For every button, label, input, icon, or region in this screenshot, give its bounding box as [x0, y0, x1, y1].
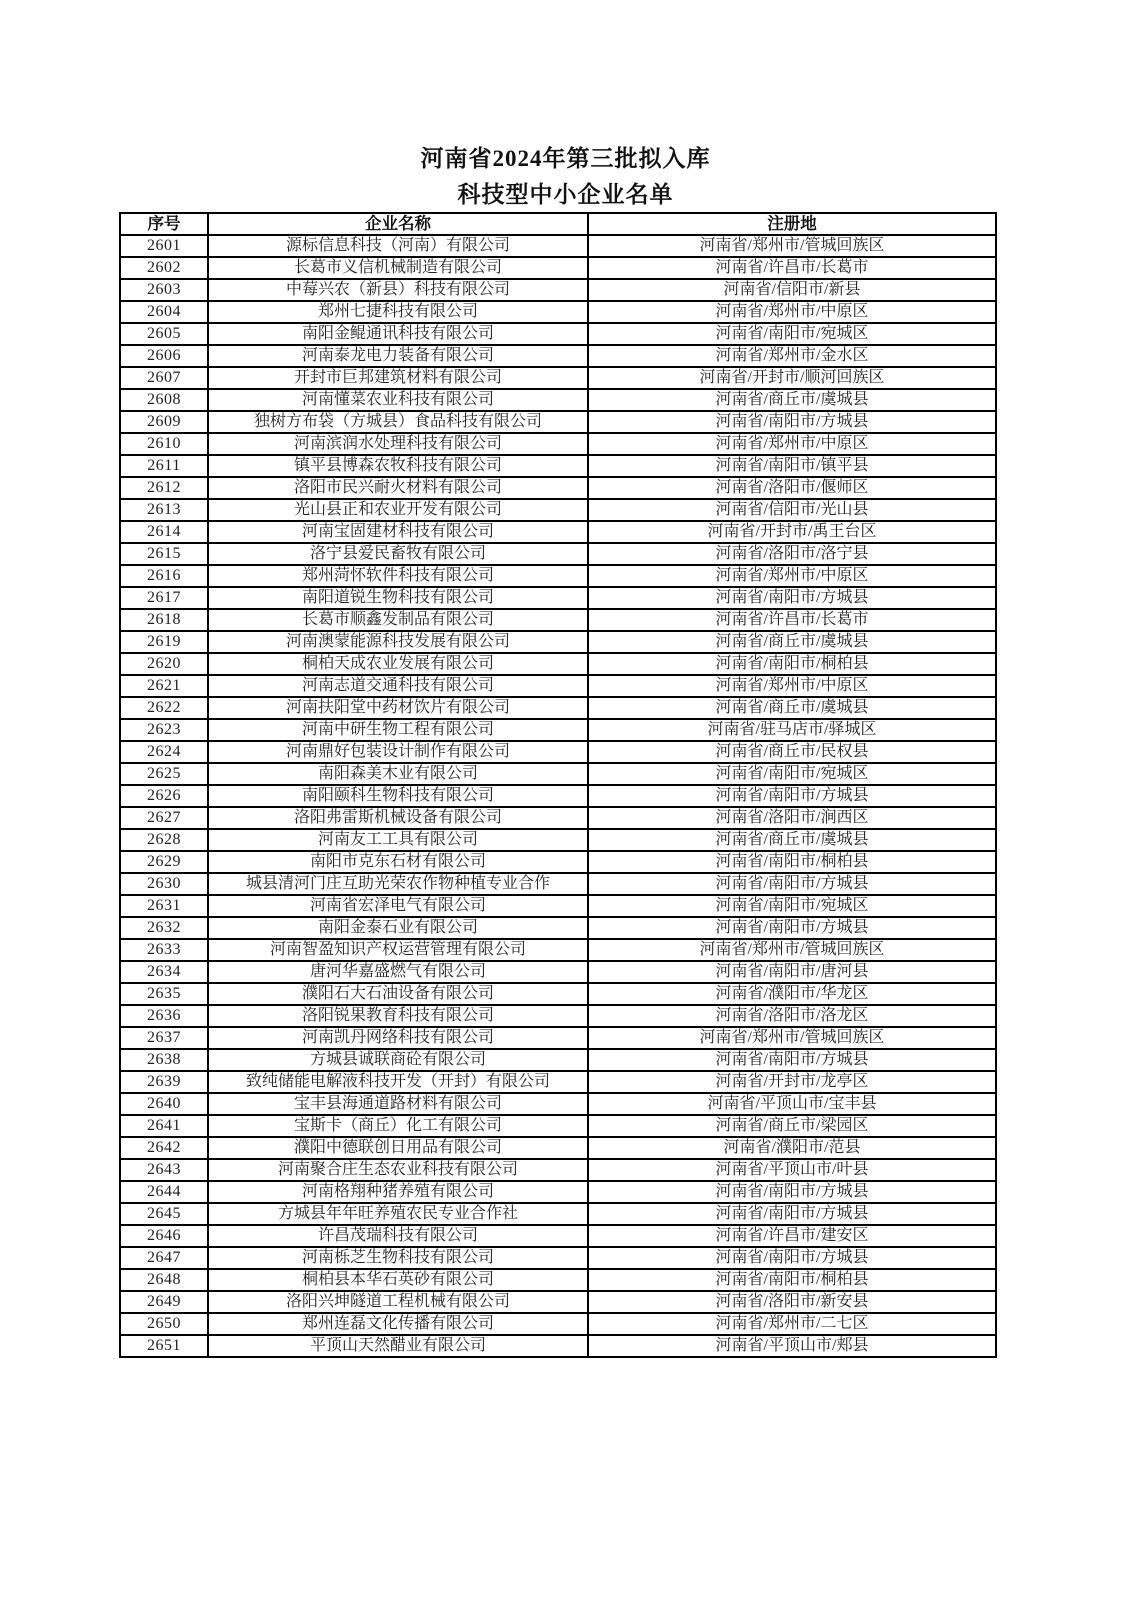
registered-location-cell: 河南省/郑州市/管城回族区: [588, 235, 996, 257]
registered-location-cell: 河南省/南阳市/方城县: [588, 1203, 996, 1225]
company-name-cell: 郑州菏怀软件科技有限公司: [208, 565, 588, 587]
registered-location-cell: 河南省/商丘市/虞城县: [588, 631, 996, 653]
table-row: [120, 873, 996, 895]
company-name-cell: 源标信息科技（河南）有限公司: [208, 235, 588, 257]
serial-number-cell: 2638: [120, 1049, 208, 1071]
company-name-cell: 河南滨润水处理科技有限公司: [208, 433, 588, 455]
company-name-cell: 河南友工工具有限公司: [208, 829, 588, 851]
company-table: [119, 212, 997, 1358]
serial-number-cell: 2610: [120, 433, 208, 455]
serial-number-cell: 2615: [120, 543, 208, 565]
table-row: [120, 939, 996, 961]
registered-location-cell: 河南省/濮阳市/华龙区: [588, 983, 996, 1005]
serial-number-cell: 2648: [120, 1269, 208, 1291]
serial-number-cell: 2646: [120, 1225, 208, 1247]
table-header-row: [120, 213, 996, 235]
serial-number-cell: 2635: [120, 983, 208, 1005]
table-row: [120, 565, 996, 587]
serial-number-cell: 2649: [120, 1291, 208, 1313]
table-row: [120, 235, 996, 257]
serial-number-cell: 2637: [120, 1027, 208, 1049]
table-row: [120, 983, 996, 1005]
registered-location-cell: 河南省/商丘市/民权县: [588, 741, 996, 763]
company-name-cell: 郑州连磊文化传播有限公司: [208, 1313, 588, 1335]
table-row: [120, 609, 996, 631]
serial-number-cell: 2606: [120, 345, 208, 367]
registered-location-cell: 河南省/南阳市/方城县: [588, 587, 996, 609]
table-row: [120, 433, 996, 455]
registered-location-cell: 河南省/许昌市/长葛市: [588, 609, 996, 631]
table-row: [120, 1005, 996, 1027]
registered-location-cell: 河南省/开封市/禹王台区: [588, 521, 996, 543]
serial-number-cell: 2612: [120, 477, 208, 499]
table-row: [120, 829, 996, 851]
registered-location-cell: 河南省/南阳市/方城县: [588, 785, 996, 807]
company-name-cell: 郑州七捷科技有限公司: [208, 301, 588, 323]
serial-number-cell: 2617: [120, 587, 208, 609]
company-name-cell: 宝斯卡（商丘）化工有限公司: [208, 1115, 588, 1137]
table-row: [120, 675, 996, 697]
serial-number-cell: 2626: [120, 785, 208, 807]
registered-location-cell: 河南省/信阳市/新县: [588, 279, 996, 301]
company-name-cell: 南阳颐科生物科技有限公司: [208, 785, 588, 807]
company-name-cell: 河南扶阳堂中药材饮片有限公司: [208, 697, 588, 719]
table-row: [120, 1291, 996, 1313]
table-row: [120, 521, 996, 543]
registered-location-cell: 河南省/洛阳市/新安县: [588, 1291, 996, 1313]
registered-location-cell: 河南省/商丘市/虞城县: [588, 697, 996, 719]
serial-number-cell: 2605: [120, 323, 208, 345]
serial-number-cell: 2623: [120, 719, 208, 741]
registered-location-cell: 河南省/平顶山市/郏县: [588, 1335, 996, 1357]
table-row: [120, 1093, 996, 1115]
serial-number-cell: 2651: [120, 1335, 208, 1357]
table-row: [120, 785, 996, 807]
serial-number-cell: 2621: [120, 675, 208, 697]
company-name-cell: 河南凯丹网络科技有限公司: [208, 1027, 588, 1049]
company-name-cell: 致纯储能电解液科技开发（开封）有限公司: [208, 1071, 588, 1093]
table-row: [120, 543, 996, 565]
serial-number-cell: 2613: [120, 499, 208, 521]
table-row: [120, 1225, 996, 1247]
company-name-cell: 河南聚合庄生态农业科技有限公司: [208, 1159, 588, 1181]
registered-location-cell: 河南省/南阳市/桐柏县: [588, 1269, 996, 1291]
registered-location-cell: 河南省/洛阳市/偃师区: [588, 477, 996, 499]
table-row: [120, 1335, 996, 1357]
table-row: [120, 917, 996, 939]
company-name-cell: 平顶山天然醋业有限公司: [208, 1335, 588, 1357]
serial-number-cell: 2609: [120, 411, 208, 433]
serial-number-cell: 2616: [120, 565, 208, 587]
company-name-cell: 南阳道锐生物科技有限公司: [208, 587, 588, 609]
registered-location-cell: 河南省/郑州市/管城回族区: [588, 939, 996, 961]
table-row: [120, 499, 996, 521]
table-row: [120, 741, 996, 763]
company-name-cell: 洛阳兴坤隧道工程机械有限公司: [208, 1291, 588, 1313]
document-title-line-2: 科技型中小企业名单: [457, 182, 674, 207]
company-name-cell: 濮阳石大石油设备有限公司: [208, 983, 588, 1005]
registered-location-cell: 河南省/南阳市/宛城区: [588, 323, 996, 345]
serial-number-cell: 2625: [120, 763, 208, 785]
serial-number-cell: 2628: [120, 829, 208, 851]
registered-location-cell: 河南省/南阳市/桐柏县: [588, 653, 996, 675]
serial-number-cell: 2608: [120, 389, 208, 411]
serial-number-cell: 2644: [120, 1181, 208, 1203]
table-row: [120, 851, 996, 873]
table-row: [120, 477, 996, 499]
serial-number-cell: 2602: [120, 257, 208, 279]
registered-location-cell: 河南省/洛阳市/洛龙区: [588, 1005, 996, 1027]
serial-number-cell: 2618: [120, 609, 208, 631]
table-row: [120, 279, 996, 301]
serial-number-cell: 2614: [120, 521, 208, 543]
serial-number-cell: 2603: [120, 279, 208, 301]
serial-number-cell: 2630: [120, 873, 208, 895]
column-header-registered-location: 注册地: [588, 213, 996, 235]
registered-location-cell: 河南省/商丘市/虞城县: [588, 829, 996, 851]
serial-number-cell: 2639: [120, 1071, 208, 1093]
serial-number-cell: 2604: [120, 301, 208, 323]
company-name-cell: 桐柏县本华石英砂有限公司: [208, 1269, 588, 1291]
company-name-cell: 河南鼎好包装设计制作有限公司: [208, 741, 588, 763]
table-row: [120, 1027, 996, 1049]
table-row: [120, 719, 996, 741]
company-name-cell: 光山县正和农业开发有限公司: [208, 499, 588, 521]
serial-number-cell: 2643: [120, 1159, 208, 1181]
registered-location-cell: 河南省/开封市/顺河回族区: [588, 367, 996, 389]
serial-number-cell: 2647: [120, 1247, 208, 1269]
table-row: [120, 763, 996, 785]
registered-location-cell: 河南省/南阳市/唐河县: [588, 961, 996, 983]
registered-location-cell: 河南省/南阳市/方城县: [588, 1247, 996, 1269]
company-name-cell: 桐柏天成农业发展有限公司: [208, 653, 588, 675]
column-header-company-name: 企业名称: [208, 213, 588, 235]
serial-number-cell: 2641: [120, 1115, 208, 1137]
table-row: [120, 411, 996, 433]
registered-location-cell: 河南省/郑州市/管城回族区: [588, 1027, 996, 1049]
company-name-cell: 河南栎芝生物科技有限公司: [208, 1247, 588, 1269]
company-name-cell: 河南懂菜农业科技有限公司: [208, 389, 588, 411]
table-row: [120, 1071, 996, 1093]
table-row: [120, 587, 996, 609]
serial-number-cell: 2645: [120, 1203, 208, 1225]
serial-number-cell: 2640: [120, 1093, 208, 1115]
registered-location-cell: 河南省/郑州市/中原区: [588, 675, 996, 697]
table-row: [120, 1247, 996, 1269]
registered-location-cell: 河南省/商丘市/虞城县: [588, 389, 996, 411]
serial-number-cell: 2619: [120, 631, 208, 653]
table-row: [120, 631, 996, 653]
table-body: [120, 235, 996, 1357]
company-name-cell: 南阳森美木业有限公司: [208, 763, 588, 785]
document-title: [0, 141, 1131, 213]
serial-number-cell: 2633: [120, 939, 208, 961]
table-row: [120, 1115, 996, 1137]
table-row: [120, 1269, 996, 1291]
serial-number-cell: 2634: [120, 961, 208, 983]
company-name-cell: 方城县年年旺养殖农民专业合作社: [208, 1203, 588, 1225]
table-row: [120, 1159, 996, 1181]
table-row: [120, 389, 996, 411]
serial-number-cell: 2636: [120, 1005, 208, 1027]
company-name-cell: 长葛市义信机械制造有限公司: [208, 257, 588, 279]
company-name-cell: 河南澳蒙能源科技发展有限公司: [208, 631, 588, 653]
table-row: [120, 653, 996, 675]
serial-number-cell: 2627: [120, 807, 208, 829]
serial-number-cell: 2632: [120, 917, 208, 939]
company-name-cell: 洛阳弗雷斯机械设备有限公司: [208, 807, 588, 829]
serial-number-cell: 2622: [120, 697, 208, 719]
registered-location-cell: 河南省/南阳市/宛城区: [588, 895, 996, 917]
company-name-cell: 南阳市克东石材有限公司: [208, 851, 588, 873]
serial-number-cell: 2607: [120, 367, 208, 389]
table-row: [120, 257, 996, 279]
serial-number-cell: 2629: [120, 851, 208, 873]
company-name-cell: 长葛市顺鑫发制品有限公司: [208, 609, 588, 631]
registered-location-cell: 河南省/南阳市/镇平县: [588, 455, 996, 477]
registered-location-cell: 河南省/南阳市/方城县: [588, 1181, 996, 1203]
document-title-line-1: 河南省2024年第三批拟入库: [420, 146, 711, 171]
registered-location-cell: 河南省/郑州市/中原区: [588, 301, 996, 323]
table-row: [120, 1137, 996, 1159]
table-row: [120, 1203, 996, 1225]
table-row: [120, 697, 996, 719]
company-name-cell: 河南泰龙电力装备有限公司: [208, 345, 588, 367]
serial-number-cell: 2631: [120, 895, 208, 917]
registered-location-cell: 河南省/平顶山市/叶县: [588, 1159, 996, 1181]
table-row: [120, 345, 996, 367]
table-row: [120, 807, 996, 829]
table-row: [120, 367, 996, 389]
serial-number-cell: 2642: [120, 1137, 208, 1159]
company-name-cell: 唐河华嘉盛燃气有限公司: [208, 961, 588, 983]
table-row: [120, 323, 996, 345]
company-name-cell: 独树方布袋（方城县）食品科技有限公司: [208, 411, 588, 433]
registered-location-cell: 河南省/驻马店市/驿城区: [588, 719, 996, 741]
company-name-cell: 河南智盈知识产权运营管理有限公司: [208, 939, 588, 961]
company-name-cell: 河南格翔种猪养殖有限公司: [208, 1181, 588, 1203]
table-row: [120, 1181, 996, 1203]
registered-location-cell: 河南省/许昌市/长葛市: [588, 257, 996, 279]
registered-location-cell: 河南省/濮阳市/范县: [588, 1137, 996, 1159]
company-name-cell: 洛阳市民兴耐火材料有限公司: [208, 477, 588, 499]
registered-location-cell: 河南省/南阳市/方城县: [588, 873, 996, 895]
table-row: [120, 1049, 996, 1071]
serial-number-cell: 2650: [120, 1313, 208, 1335]
registered-location-cell: 河南省/平顶山市/宝丰县: [588, 1093, 996, 1115]
company-name-cell: 城县清河门庄互助光荣农作物种植专业合作: [208, 873, 588, 895]
company-name-cell: 开封市巨邦建筑材料有限公司: [208, 367, 588, 389]
table-row: [120, 301, 996, 323]
registered-location-cell: 河南省/商丘市/梁园区: [588, 1115, 996, 1137]
company-name-cell: 宝丰县海通道路材料有限公司: [208, 1093, 588, 1115]
registered-location-cell: 河南省/南阳市/桐柏县: [588, 851, 996, 873]
registered-location-cell: 河南省/郑州市/二七区: [588, 1313, 996, 1335]
registered-location-cell: 河南省/许昌市/建安区: [588, 1225, 996, 1247]
registered-location-cell: 河南省/郑州市/中原区: [588, 433, 996, 455]
company-name-cell: 洛宁县爱民畜牧有限公司: [208, 543, 588, 565]
company-name-cell: 河南中研生物工程有限公司: [208, 719, 588, 741]
registered-location-cell: 河南省/洛阳市/洛宁县: [588, 543, 996, 565]
company-name-cell: 南阳金鲲通讯科技有限公司: [208, 323, 588, 345]
table-row: [120, 895, 996, 917]
registered-location-cell: 河南省/南阳市/方城县: [588, 917, 996, 939]
registered-location-cell: 河南省/洛阳市/涧西区: [588, 807, 996, 829]
column-header-serial-number: 序号: [120, 213, 208, 235]
registered-location-cell: 河南省/南阳市/宛城区: [588, 763, 996, 785]
table-row: [120, 455, 996, 477]
serial-number-cell: 2620: [120, 653, 208, 675]
registered-location-cell: 河南省/郑州市/金水区: [588, 345, 996, 367]
company-name-cell: 洛阳锐果教育科技有限公司: [208, 1005, 588, 1027]
company-name-cell: 河南宝固建材科技有限公司: [208, 521, 588, 543]
registered-location-cell: 河南省/郑州市/中原区: [588, 565, 996, 587]
registered-location-cell: 河南省/南阳市/方城县: [588, 411, 996, 433]
serial-number-cell: 2611: [120, 455, 208, 477]
company-name-cell: 河南省宏泽电气有限公司: [208, 895, 588, 917]
table-row: [120, 1313, 996, 1335]
company-name-cell: 南阳金泰石业有限公司: [208, 917, 588, 939]
company-name-cell: 中莓兴农（新县）科技有限公司: [208, 279, 588, 301]
serial-number-cell: 2624: [120, 741, 208, 763]
registered-location-cell: 河南省/信阳市/光山县: [588, 499, 996, 521]
company-name-cell: 方城县诚联商砼有限公司: [208, 1049, 588, 1071]
registered-location-cell: 河南省/南阳市/方城县: [588, 1049, 996, 1071]
company-name-cell: 镇平县博森农牧科技有限公司: [208, 455, 588, 477]
company-name-cell: 濮阳中德联创日用品有限公司: [208, 1137, 588, 1159]
company-name-cell: 许昌茂瑞科技有限公司: [208, 1225, 588, 1247]
table-row: [120, 961, 996, 983]
serial-number-cell: 2601: [120, 235, 208, 257]
company-name-cell: 河南志道交通科技有限公司: [208, 675, 588, 697]
registered-location-cell: 河南省/开封市/龙亭区: [588, 1071, 996, 1093]
